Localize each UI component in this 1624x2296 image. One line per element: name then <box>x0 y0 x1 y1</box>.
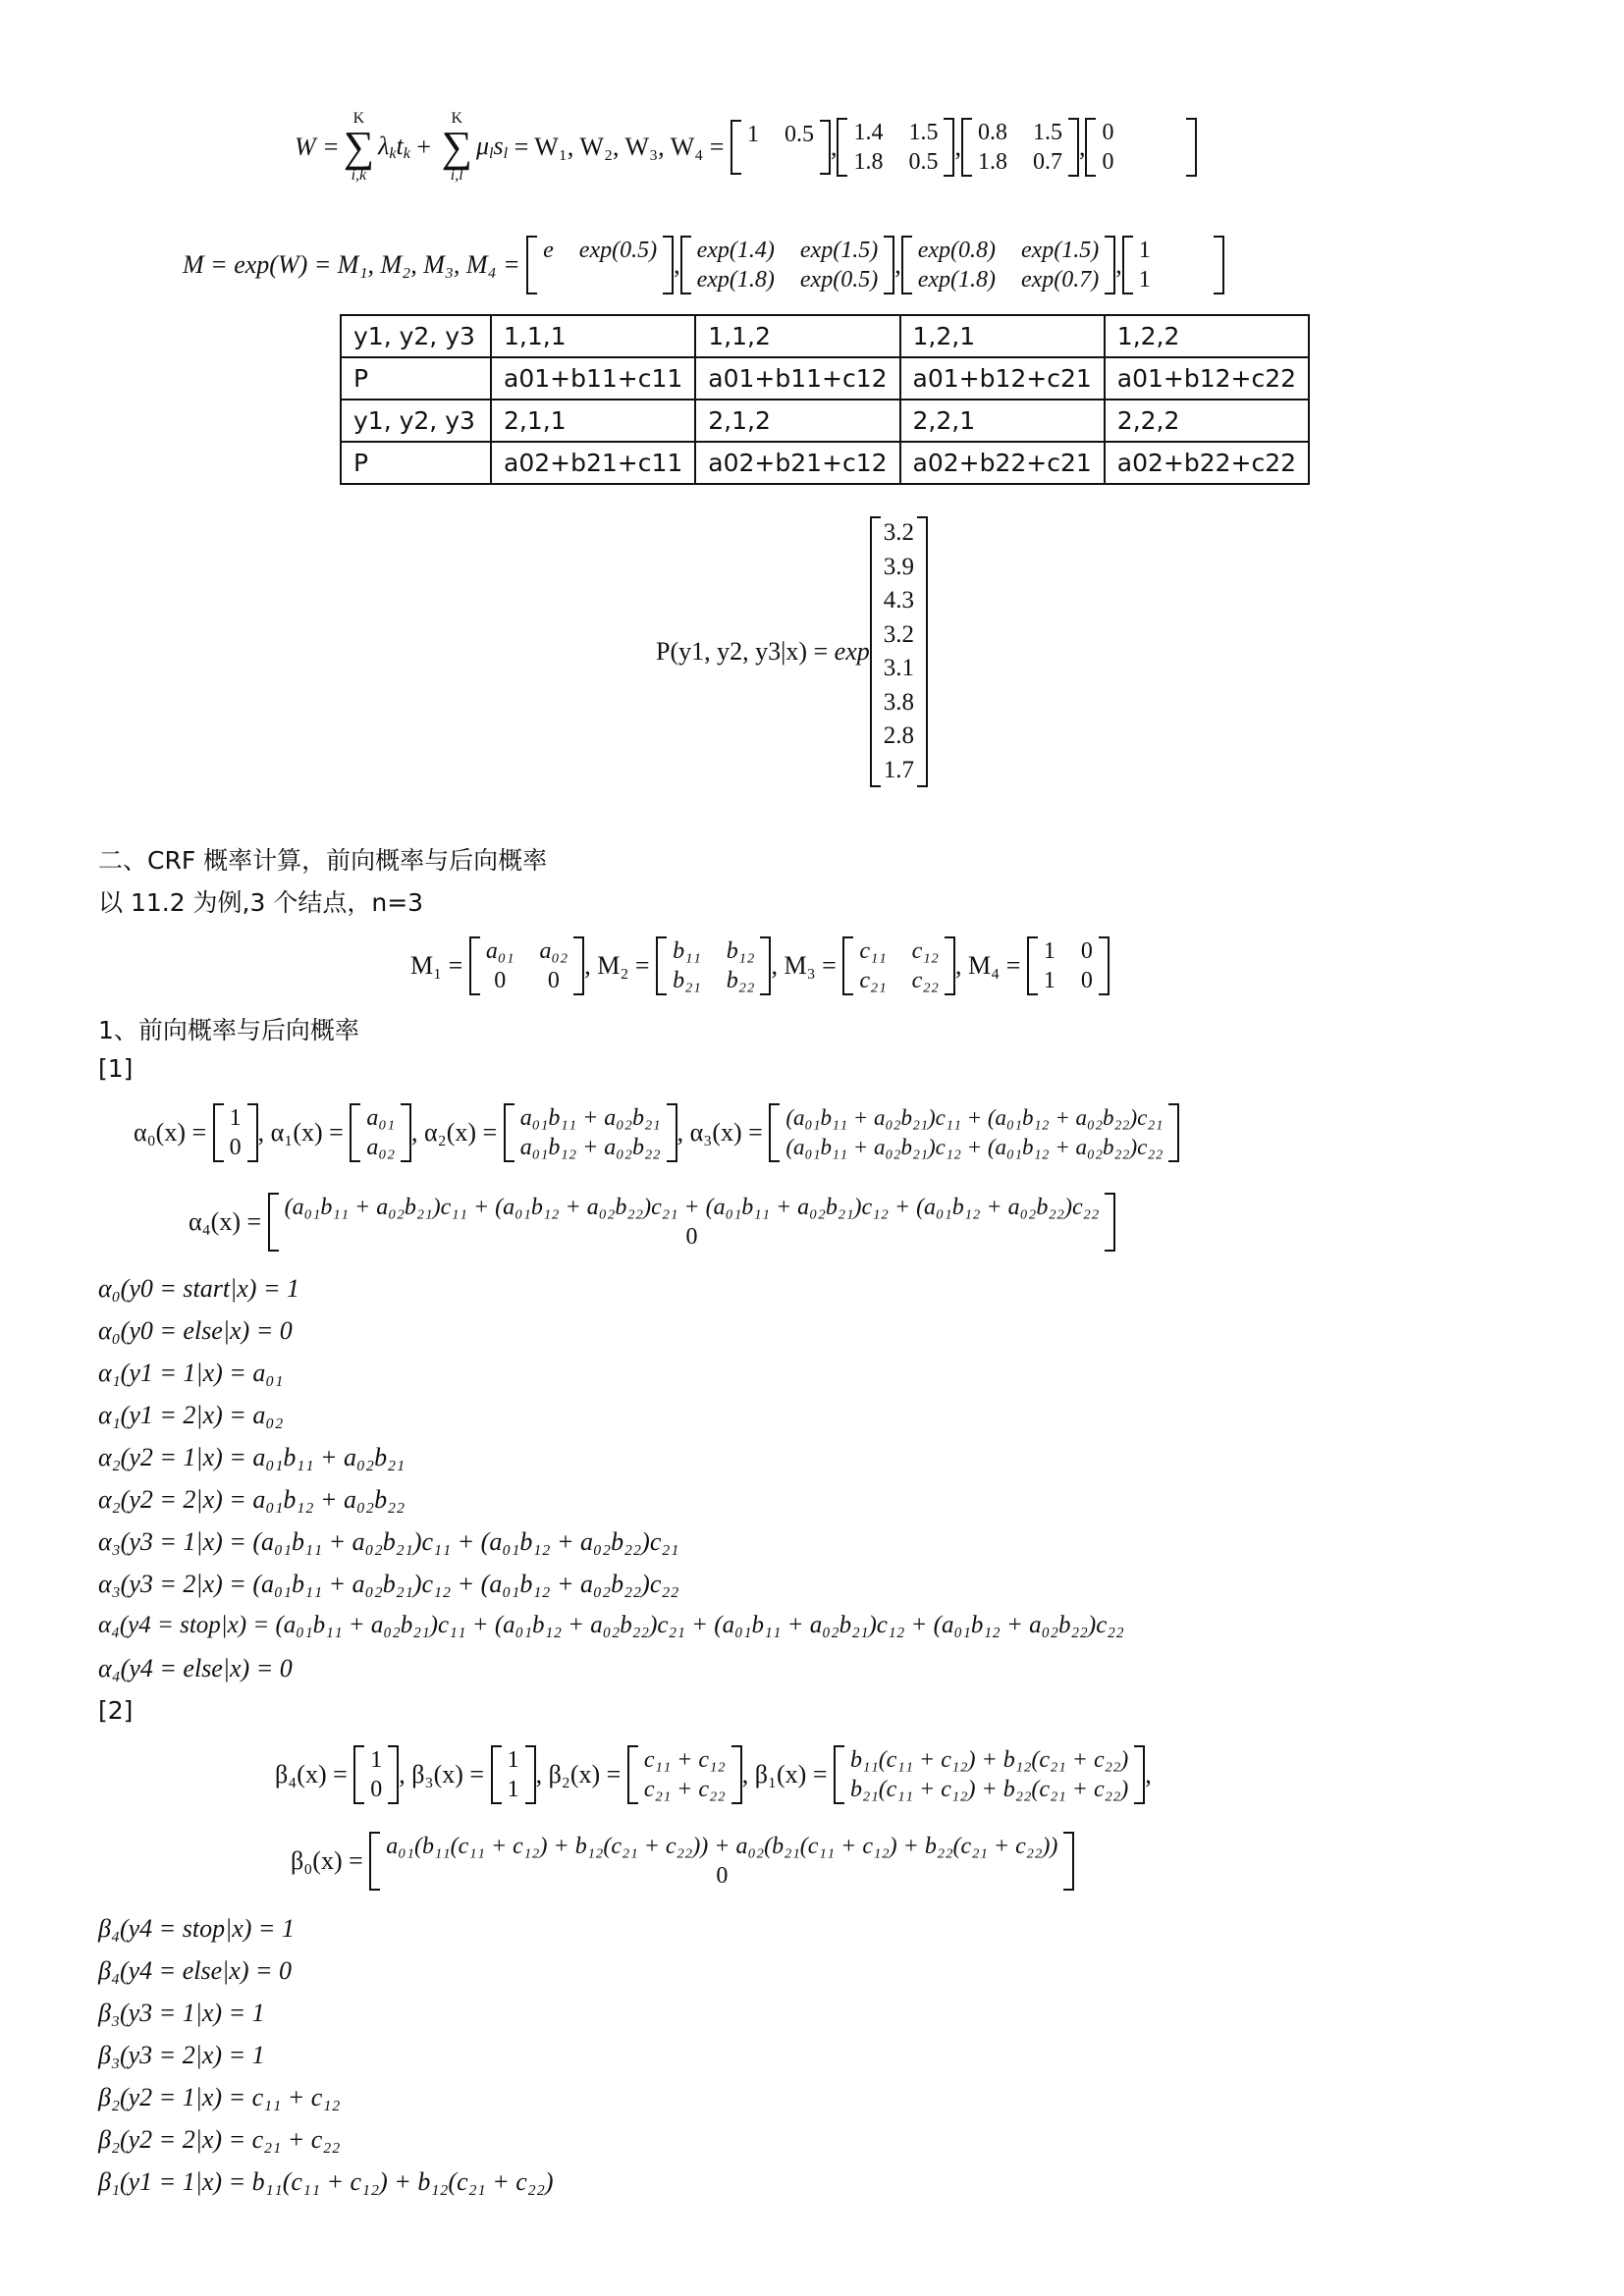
vector-p: 3.2 3.9 4.3 3.2 3.1 3.8 2.8 1.7 <box>870 516 928 787</box>
matrix-w2: 1.4 1.5 1.8 0.5 <box>837 118 954 177</box>
alpha-line: α₀(y0 = start|x) = 1 <box>98 1274 300 1303</box>
alpha-line: α₄(y4 = stop|x) = (a₀₁b₁₁ + a₀₂b₂₁)c₁₁ + (a₀₁b₁₂ + a₀₂b₂₂)c₂₁ + (a₀₁b₁₁ + a₀₂b₂₁)c₁₂ + (a₀₁b₁₂ + a₀₂b₂₂)c₂₂ <box>98 1612 1124 1638</box>
beta-line: β₂(y2 = 1|x) = c₁₁ + c₁₂ <box>98 2083 341 2111</box>
vector-beta4: 1 0 <box>353 1745 399 1804</box>
sum-symbol-2: K ∑ i,l <box>441 110 472 184</box>
alpha4-vector: α₄(x) = (a₀₁b₁₁ + a₀₂b₂₁)c₁₁ + (a₀₁b₁₂ + a₀₂b₂₂)c₂₁ + (a₀₁b₁₁ + a₀₂b₂₁)c₁₂ + (a₀₁b₁₂ + a₀₂b₂₂)c₂₂ 0 <box>189 1193 1115 1252</box>
vector-alpha3: (a₀₁b₁₁ + a₀₂b₂₁)c₁₁ + (a₀₁b₁₂ + a₀₂b₂₂)c₂₁ (a₀₁b₁₁ + a₀₂b₂₁)c₁₂ + (a₀₁b₁₂ + a₀₂b₂₂)c₂₂ <box>769 1103 1179 1162</box>
alpha-line: α₂(y2 = 2|x) = a₀₁b₁₂ + a₀₂b₂₂ <box>98 1485 406 1514</box>
vector-alpha1: a₀₁ a₀₂ <box>350 1103 411 1162</box>
eq-m-lhs: M = exp(W) = M₁, M₂, M₃, M₄ = <box>183 250 527 279</box>
table-row: P a02+b21+c11 a02+b21+c12 a02+b22+c21 a02+b22+c22 <box>341 442 1309 484</box>
table-row: y1, y2, y3 2,1,1 2,1,2 2,2,1 2,2,2 <box>341 400 1309 442</box>
probability-table <box>340 314 1310 485</box>
beta-line: β₃(y3 = 2|x) = 1 <box>98 2041 265 2069</box>
equation-p: P(y1, y2, y3|x) = exp 3.2 3.9 4.3 3.2 3.1 3.8 2.8 1.7 <box>656 516 928 787</box>
alpha-vectors: α₀(x) = 1 0 , α₁(x) = a₀₁ a₀₂ , α₂(x) = a₀₁b₁₁ + a₀₂b₂₁ a₀₁b₁₂ + a₀₂b₂₂ , α₃(x) = (a₀₁b₁₁ + a₀₂b₂₁)c₁₁ + (a₀₁b₁₂ + a₀₂b₂₂)c₂₁ (a₀₁b₁₁ + a₀₂b₂₁)c₁₂ + (a₀₁b₁₂ + a₀₂b₂₂)c₂₂ <box>134 1103 1179 1162</box>
matrix-m4: 1 1 <box>1122 236 1224 294</box>
vector-beta0: a₀₁(b₁₁(c₁₁ + c₁₂) + b₁₂(c₂₁ + c₂₂)) + a₀₂(b₂₁(c₁₁ + c₁₂) + b₂₂(c₂₁ + c₂₂)) 0 <box>369 1832 1074 1891</box>
equation-w: W = K ∑ i,k $\lambda_kt_k$ + K ∑ i,l $\mu_ls_l$ = W₁, W₂, W₃, W₄ = 1 0.5 , 1.4 1.5 1.8 0.5 , 0.8 1.5 1.8 0.7 , 0 0 <box>295 110 1197 185</box>
matrix-w1: 1 0.5 <box>731 120 831 175</box>
table-row: P a01+b11+c11 a01+b11+c12 a01+b12+c21 a01+b12+c22 <box>341 357 1309 400</box>
matrix-w3: 0.8 1.5 1.8 0.7 <box>961 118 1079 177</box>
subsection-heading: 1、前向概率与后向概率 <box>98 1016 359 1044</box>
tag-2: [2] <box>98 1696 134 1725</box>
alpha-line: α₃(y3 = 2|x) = (a₀₁b₁₁ + a₀₂b₂₁)c₁₂ + (a₀₁b₁₂ + a₀₂b₂₂)c₂₂ <box>98 1570 679 1598</box>
vector-alpha4: (a₀₁b₁₁ + a₀₂b₂₁)c₁₁ + (a₀₁b₁₂ + a₀₂b₂₂)c₂₁ + (a₀₁b₁₁ + a₀₂b₂₁)c₁₂ + (a₀₁b₁₂ + a₀₂b₂₂)c₂₂ 0 <box>268 1193 1116 1252</box>
tag-1: [1] <box>98 1054 134 1083</box>
matrix-m1: e exp(0.5) <box>526 236 674 294</box>
beta-line: β₄(y4 = else|x) = 0 <box>98 1956 293 1985</box>
section-intro: 以 11.2 为例,3 个结点，n=3 <box>98 888 424 917</box>
equation-m-symbolic: M₁ = a₀₁ a₀₂ 0 0 , M₂ = b₁₁ b₁₂ b₂₁ b₂₂ , M₃ = c₁₁ c₁₂ c₂₁ c₂₂ , M₄ = 1 0 1 0 <box>410 936 1110 995</box>
vector-alpha2: a₀₁b₁₁ + a₀₂b₂₁ a₀₁b₁₂ + a₀₂b₂₂ <box>504 1103 677 1162</box>
matrix-m2-symbolic: b₁₁ b₁₂ b₂₁ b₂₂ <box>656 936 771 995</box>
section-heading: 二、CRF 概率计算，前向概率与后向概率 <box>98 846 548 875</box>
beta-line: β₄(y4 = stop|x) = 1 <box>98 1914 295 1943</box>
vector-beta3: 1 1 <box>491 1745 536 1804</box>
matrix-m3-symbolic: c₁₁ c₁₂ c₂₁ c₂₂ <box>842 936 955 995</box>
beta0-vector: β₀(x) = a₀₁(b₁₁(c₁₁ + c₁₂) + b₁₂(c₂₁ + c₂₂)) + a₀₂(b₂₁(c₁₁ + c₁₂) + b₂₂(c₂₁ + c₂₂)) 0 <box>291 1832 1074 1891</box>
vector-alpha0: 1 0 <box>213 1103 258 1162</box>
eq-p-lhs: P(y1, y2, y3|x) = <box>656 637 835 666</box>
alpha-line: α₂(y2 = 1|x) = a₀₁b₁₁ + a₀₂b₂₁ <box>98 1443 406 1471</box>
sum-symbol-1: K ∑ i,k <box>343 110 375 184</box>
beta-line: β₃(y3 = 1|x) = 1 <box>98 1999 265 2027</box>
alpha-line: α₃(y3 = 1|x) = (a₀₁b₁₁ + a₀₂b₂₁)c₁₁ + (a₀₁b₁₂ + a₀₂b₂₂)c₂₁ <box>98 1527 679 1556</box>
beta-line: β₁(y1 = 1|x) = b₁₁(c₁₁ + c₁₂) + b₁₂(c₂₁ + c₂₂) <box>98 2167 554 2196</box>
alpha-line: α₀(y0 = else|x) = 0 <box>98 1316 293 1345</box>
matrix-m1-symbolic: a₀₁ a₀₂ 0 0 <box>469 936 584 995</box>
table-row: y1, y2, y3 1,1,1 1,1,2 1,2,1 1,2,2 <box>341 315 1309 357</box>
beta-line: β₂(y2 = 2|x) = c₂₁ + c₂₂ <box>98 2125 341 2154</box>
alpha-line: α₁(y1 = 1|x) = a₀₁ <box>98 1359 284 1387</box>
eq-w-rhs: = W₁, W₂, W₃, W₄ = <box>508 133 731 161</box>
matrix-w4: 0 0 <box>1085 118 1197 177</box>
matrix-m3: exp(0.8) exp(1.5) exp(1.8) exp(0.7) <box>901 236 1116 294</box>
equation-m: M = exp(W) = M₁, M₂, M₃, M₄ = e exp(0.5) , exp(1.4) exp(1.5) exp(1.8) exp(0.5) , exp(0.8) exp(1.5) exp(1.8) exp(0.7) , 1 1 <box>183 236 1224 294</box>
eq-w-lhs: W = <box>295 133 340 161</box>
matrix-m2: exp(1.4) exp(1.5) exp(1.8) exp(0.5) <box>680 236 895 294</box>
vector-beta1: b₁₁(c₁₁ + c₁₂) + b₁₂(c₂₁ + c₂₂) b₂₁(c₁₁ + c₁₂) + b₂₂(c₂₁ + c₂₂) <box>834 1745 1145 1804</box>
alpha-line: α₄(y4 = else|x) = 0 <box>98 1654 293 1682</box>
matrix-m4-symbolic: 1 0 1 0 <box>1027 936 1110 995</box>
beta-vectors: β₄(x) = 1 0 , β₃(x) = 1 1 , β₂(x) = c₁₁ + c₁₂ c₂₁ + c₂₂ , β₁(x) = b₁₁(c₁₁ + c₁₂) + b₁₂(c₂₁ + c₂₂) b₂₁(c₁₁ + c₁₂) + b₂₂(c₂₁ + c₂₂) , <box>275 1747 1152 1802</box>
vector-beta2: c₁₁ + c₁₂ c₂₁ + c₂₂ <box>627 1745 742 1804</box>
alpha-line: α₁(y1 = 2|x) = a₀₂ <box>98 1401 284 1429</box>
